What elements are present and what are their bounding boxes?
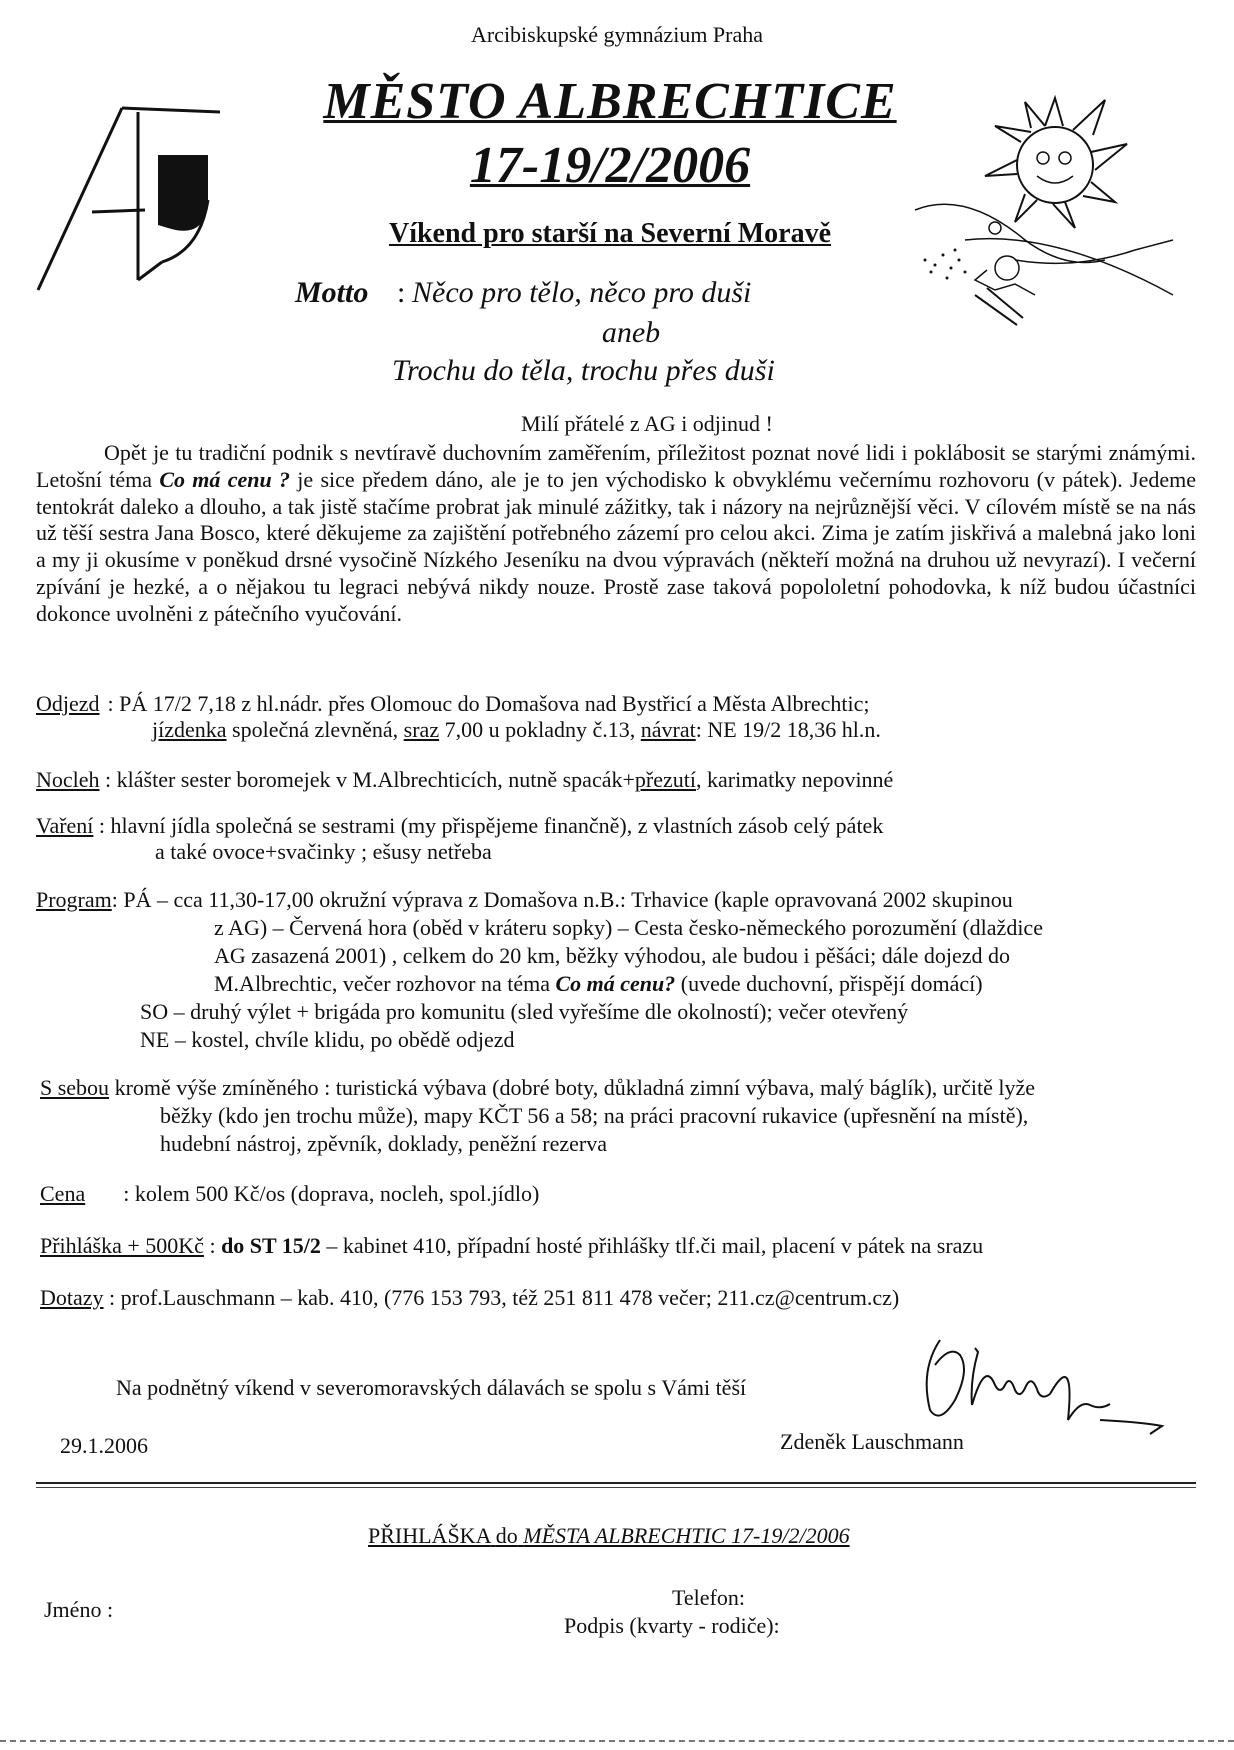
program-line-1: Program: PÁ – cca 11,30-17,00 okružní výprava z Domašova n.B.: Trhavice (kaple opravovaná 2002 skupinou [36, 887, 1013, 912]
odjezd-label: Odjezd [36, 691, 100, 716]
sraz-label: sraz [403, 717, 440, 742]
motto-line-3: Trochu do těla, trochu přes duši [392, 354, 775, 387]
form-divider [36, 1482, 1196, 1484]
form-title: PŘIHLÁŠKA do MĚSTA ALBRECHTIC 17-19/2/2006 [368, 1523, 850, 1548]
phone-field-label: Telefon: [672, 1585, 745, 1610]
prihlaska-line: Přihláška + 500Kč : do ST 15/2 – kabinet 410, případní hosté přihlášky tlf.či mail, placení v pátek na srazu [40, 1233, 984, 1258]
intro-part-2: je sice předem dáno, ale je to jen východisko k obvyklému večernímu rozhovoru (v pátek). Jedeme tentokrát daleko a dlouho, a tak jistě stačíme probrat jak minulé zážitky, tak i názory na nejrůznější věci. V cílovém místě se na nás už těší sestra Jana Bosco, které děkujeme za zajištění potřebného zázemí pro celou akci. Zima je zatím jiskřivá a malebná jako loni a my ji okusíme v poněkud drsné vysočině Nízkého Jeseníku na dvou výpravách (někteří možná na druhou už nevyrazí). I večerní zpívání je hezké, a o nějakou tu legraci nebývá nikdy nouze. Prostě zase taková popololetní pohodovka, k níž budou účastníci dokonce uvolněni z pátečního vyučování. [36, 466, 1196, 626]
intro-paragraph [36, 440, 1196, 628]
prezuti-word: přezutí [634, 767, 696, 792]
program-ne: NE – kostel, chvíle klidu, po obědě odjezd [140, 1027, 515, 1052]
intro-theme: Co má cenu ? [159, 466, 291, 492]
prihlaska-deadline: do ST 15/2 [221, 1233, 321, 1258]
closing-sentence: Na podnětný víkend v severomoravských dálavách se spolu s Vámi těší [116, 1375, 747, 1400]
ag-logo-icon [30, 100, 230, 300]
cena-line: Cena : kolem 500 Kč/os (doprava, nocleh, spol.jídlo) [40, 1181, 540, 1206]
program-so: SO – druhý výlet + brigáda pro komunitu (sled vyřešíme dle okolností); večer otevřený [140, 999, 909, 1024]
vareni-label: Vaření [36, 813, 94, 838]
sebou-line-3: hudební nástroj, zpěvník, doklady, peněžní rezerva [160, 1131, 607, 1156]
nocleh-label: Nocleh [36, 767, 100, 792]
school-name: Arcibiskupské gymnázium Praha [470, 22, 764, 47]
form-divider-thin [36, 1487, 1196, 1488]
program-line-2: z AG) – Červená hora (oběd v kráteru sopky) – Cesta česko-německého porozumění (dlaždice [214, 915, 1043, 940]
event-title: MĚSTO ALBRECHTICE [323, 73, 897, 130]
sun-skier-doodle-icon [905, 90, 1175, 350]
jizdenka-label: jízdenka [152, 717, 227, 742]
nocleh-line: Nocleh : klášter sester boromejek v M.Albrechticích, nutně spacák+přezutí, karimatky nepovinné [36, 767, 894, 792]
dotazy-label: Dotazy [40, 1285, 104, 1310]
motto-line-1: Něco pro tělo, něco pro duši [412, 276, 752, 309]
name-field-label: Jméno : [44, 1597, 114, 1622]
intro-part-1: Opět je tu tradiční podnik s nevtíravě duchovním zaměřením, příležitost poznat nové lidi i poklábosit se starými známými. Letošní téma [36, 440, 1196, 492]
event-subtitle: Víkend pro starší na Severní Moravě [388, 218, 832, 249]
handwritten-signature-icon [900, 1330, 1180, 1450]
prihlaska-label: Přihláška + 500Kč [40, 1233, 204, 1258]
program-line-4: M.Albrechtic, večer rozhovor na téma Co má cenu? (uvede duchovní, přispějí domácí) [214, 971, 983, 996]
motto-line-2: aneb [601, 316, 661, 349]
author-name: Zdeněk Lauschmann [780, 1429, 964, 1454]
sebou-line-1: S sebou kromě výše zmíněného : turistická výbava (dobré boty, důkladná zimní výbava, malý báglík), určitě lyže [40, 1075, 1036, 1100]
sebou-label: S sebou [40, 1075, 110, 1100]
motto-label: Motto [295, 276, 369, 309]
vareni-line-2: a také ovoce+svačinky ; ešusy netřeba [155, 839, 492, 864]
event-dates: 17-19/2/2006 [469, 137, 751, 194]
sebou-line-2: běžky (kdo jen trochu může), mapy KČT 56 a 58; na práci pracovní rukavice (upřesnění na místě), [160, 1103, 1029, 1128]
cut-line [0, 1740, 1234, 1742]
odjezd-line-1: Odjezd : PÁ 17/2 7,18 z hl.nádr. přes Olomouc do Domašova nad Bystřicí a Města Albrechtic; [36, 691, 870, 716]
cena-label: Cena [40, 1181, 86, 1206]
signature-field-label: Podpis (kvarty - rodiče): [564, 1613, 780, 1638]
vareni-line-1: Vaření : hlavní jídla společná se sestrami (my přispějeme finančně), z vlastních zásob celý pátek [36, 813, 884, 838]
greeting: Milí přátelé z AG i odjinud ! [521, 411, 773, 436]
dotazy-line: Dotazy : prof.Lauschmann – kab. 410, (776 153 793, též 251 811 478 večer; 211.cz@centrum.cz) [40, 1285, 900, 1310]
letter-date: 29.1.2006 [60, 1433, 148, 1458]
motto-colon: : [397, 276, 406, 309]
navrat-label: návrat [640, 717, 696, 742]
program-label: Program [36, 887, 112, 912]
odjezd-line-2: jízdenka společná zlevněná, sraz 7,00 u pokladny č.13, návrat: NE 19/2 18,36 hl.n. [152, 717, 881, 742]
program-theme: Co má cenu? [555, 971, 676, 996]
program-line-3: AG zasazená 2001) , celkem do 20 km, běžky výhodou, ale budou i pěšáci; dále dojezd do [214, 943, 1011, 968]
